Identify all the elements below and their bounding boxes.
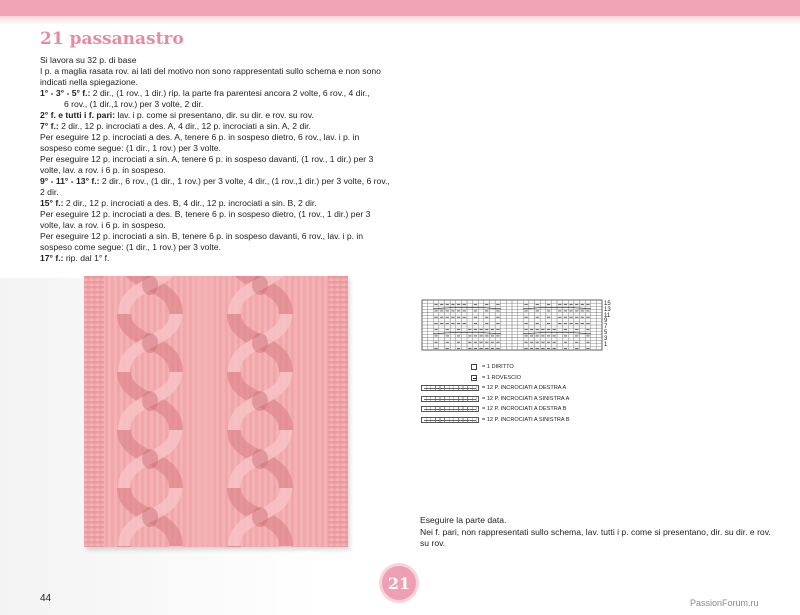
- instruction-row-label: 17° f.:: [40, 253, 64, 263]
- instruction-line: [40, 121, 392, 132]
- edge-ridge: [84, 376, 104, 379]
- cable-hole: [252, 391, 268, 411]
- edge-ridge: [84, 466, 104, 469]
- edge-ridge: [328, 521, 348, 524]
- edge-ridge: [84, 461, 104, 464]
- instruction-text: 2 dir., 6 rov., (1 dir., 1 rov.) per 3 volte, 4 dir., (1 rov.,1 dir.) per 3 volte, 6 rov., 2 dir.: [40, 176, 390, 197]
- edge-ridge: [328, 426, 348, 429]
- edge-ridge: [328, 506, 348, 509]
- legend-symbol-box: [421, 396, 479, 402]
- edge-ridge: [328, 416, 348, 419]
- instruction-line: [40, 209, 392, 231]
- instruction-text: 6 rov., (1 dir.,1 rov.) per 3 volte, 2 dir.: [64, 99, 204, 109]
- edge-ridge: [84, 336, 104, 339]
- rib-column: [306, 276, 309, 547]
- page-number: 44: [40, 593, 52, 604]
- edge-ridge: [328, 376, 348, 379]
- edge-ridge: [84, 306, 104, 309]
- legend-symbol-box: [471, 364, 477, 370]
- edge-ridge: [328, 546, 348, 547]
- edge-ridge: [84, 321, 104, 324]
- edge-ridge: [328, 331, 348, 334]
- edge-ridge: [328, 461, 348, 464]
- edge-ridge: [84, 501, 104, 504]
- instruction-row-label: 9° - 11° - 13° f.:: [40, 176, 100, 186]
- edge-ridge: [328, 346, 348, 349]
- edge-ridge: [84, 386, 104, 389]
- instructions-text: [40, 55, 392, 264]
- instruction-row-label: 1° - 3° - 5° f.:: [40, 88, 91, 98]
- legend-item: [420, 394, 660, 405]
- edge-ridge: [84, 541, 104, 544]
- edge-ridge: [84, 511, 104, 514]
- stitch-chart: [420, 299, 620, 355]
- cable-hole: [252, 507, 268, 527]
- note-line-1: Eseguire la parte data.: [420, 515, 507, 525]
- legend-item: [420, 383, 660, 394]
- edge-ridge: [328, 316, 348, 319]
- edge-ridge: [328, 531, 348, 534]
- edge-ridge: [84, 446, 104, 449]
- legend-label: = 12 P. INCROCIATI A DESTRA B: [482, 406, 567, 413]
- instruction-text: 2 dir., (1 rov., 1 dir.) rip. la parte fra parentesi ancora 2 volte, 6 rov., 4 dir.,: [90, 88, 370, 98]
- edge-ridge: [328, 286, 348, 289]
- edge-ridge: [328, 516, 348, 519]
- legend-label: = 12 P. INCROCIATI A SINISTRA B: [482, 416, 570, 423]
- edge-ridge: [328, 281, 348, 284]
- chart-row-number: 3: [604, 335, 608, 342]
- edge-ridge: [84, 546, 104, 547]
- knit-stitch-symbol: [420, 364, 482, 370]
- edge-ridge: [84, 296, 104, 299]
- edge-ridge: [328, 321, 348, 324]
- knit-swatch-image: [84, 276, 348, 547]
- edge-ridge: [84, 381, 104, 384]
- edge-ridge: [328, 371, 348, 374]
- edge-ridge: [328, 291, 348, 294]
- legend-symbol-box: [471, 375, 477, 381]
- pattern-number-badge: 21: [382, 566, 416, 600]
- edge-ridge: [84, 506, 104, 509]
- chart-note: [420, 515, 780, 550]
- edge-ridge: [84, 291, 104, 294]
- instruction-text: rip. dal 1° f.: [63, 253, 110, 263]
- edge-ridge: [84, 486, 104, 489]
- edge-ridge: [84, 341, 104, 344]
- edge-ridge: [328, 301, 348, 304]
- top-band-fade: [0, 16, 800, 24]
- edge-ridge: [328, 451, 348, 454]
- edge-ridge: [84, 476, 104, 479]
- instruction-text: Per eseguire 12 p. incrociati a des. B, tenere 6 p. in sospeso dietro, (1 rov., 1 dir.) per 3 volte, lav. a rov. i 6 p. in sospeso.: [40, 209, 371, 230]
- instruction-line: [40, 231, 392, 253]
- cable-hole: [142, 333, 158, 353]
- chart-row-number: 7: [604, 324, 608, 331]
- rib-column: [222, 276, 225, 547]
- legend-label: = 1 DIRITTO: [482, 364, 514, 371]
- edge-ridge: [328, 471, 348, 474]
- edge-ridge: [84, 286, 104, 289]
- edge-ridge: [328, 366, 348, 369]
- edge-ridge: [328, 406, 348, 409]
- pattern-title: 21 passanastro: [40, 29, 184, 49]
- cable-symbol: [420, 406, 482, 412]
- legend-symbol-box: [421, 385, 479, 391]
- edge-ridge: [84, 436, 104, 439]
- legend-item: [420, 373, 660, 384]
- edge-ridge: [84, 366, 104, 369]
- rib-column: [318, 276, 321, 547]
- instruction-line: [40, 55, 392, 66]
- rib-column: [294, 276, 297, 547]
- knit-swatch-photo: [84, 276, 348, 547]
- chart-row-number: 1: [604, 341, 608, 348]
- instruction-line: [40, 154, 392, 176]
- edge-ridge: [84, 326, 104, 329]
- edge-ridge: [84, 346, 104, 349]
- edge-ridge: [328, 501, 348, 504]
- rib-column: [324, 276, 327, 547]
- cable-hole: [142, 391, 158, 411]
- edge-ridge: [328, 536, 348, 539]
- instruction-text: Per eseguire 12 p. incrociati a sin. B, tenere 6 p. in sospeso davanti, 6 rov., lav. i p. in sospeso come segue: (1 dir., 1 rov.) per 3 volte.: [40, 231, 364, 252]
- edge-ridge: [84, 316, 104, 319]
- stitch-chart-grid: [420, 299, 604, 351]
- center-rib: [196, 276, 214, 547]
- chart-row-number: 13: [604, 306, 611, 313]
- edge-ridge: [84, 481, 104, 484]
- edge-ridge: [328, 311, 348, 314]
- rib-column: [192, 276, 195, 547]
- edge-ridge: [84, 471, 104, 474]
- edge-ridge: [328, 511, 348, 514]
- edge-ridge: [328, 496, 348, 499]
- legend-label: = 12 P. INCROCIATI A SINISTRA A: [482, 395, 570, 402]
- instruction-text: Per eseguire 12 p. incrociati a des. A, tenere 6 p. in sospeso dietro, 6 rov., lav. i p. in sospeso come segue: (1 dir., 1 rov.) per 3 volte.: [40, 132, 360, 153]
- edge-ridge: [328, 391, 348, 394]
- edge-ridge: [84, 391, 104, 394]
- watermark-text: PassionForum.ru: [690, 598, 759, 608]
- rib-column: [114, 276, 117, 547]
- edge-ridge: [84, 536, 104, 539]
- edge-ridge: [328, 481, 348, 484]
- edge-ridge: [84, 496, 104, 499]
- instruction-text: lav. i p. come si presentano, dir. su dir. e rov. su rov.: [115, 110, 314, 120]
- purl-stitch-symbol: [420, 375, 482, 381]
- edge-ridge: [84, 456, 104, 459]
- chart-legend: [420, 362, 660, 425]
- edge-ridge: [328, 446, 348, 449]
- edge-ridge: [328, 396, 348, 399]
- rib-column: [300, 276, 303, 547]
- legend-item: [420, 415, 660, 426]
- cable-hole: [142, 449, 158, 469]
- note-line-2: Nei f. pari, non rappresentati sullo schema, lav. tutti i p. come si presentano, dir. su dir. e rov. su rov.: [420, 526, 771, 548]
- edge-ridge: [84, 396, 104, 399]
- edge-ridge: [84, 521, 104, 524]
- cable-hole: [142, 507, 158, 527]
- instruction-row-label: 15° f.:: [40, 198, 64, 208]
- edge-ridge: [84, 531, 104, 534]
- instruction-line: [40, 99, 392, 110]
- top-color-band: [0, 0, 800, 16]
- edge-ridge: [84, 491, 104, 494]
- edge-ridge: [328, 486, 348, 489]
- chart-row-number: 15: [604, 301, 611, 307]
- edge-ridge: [328, 411, 348, 414]
- instruction-line: [40, 198, 392, 209]
- instruction-text: Per eseguire 12 p. incrociati a sin. A, tenere 6 p. in sospeso davanti, (1 rov., 1 dir.) per 3 volte, lav. a rov. i 6 p. in sospeso.: [40, 154, 374, 175]
- instruction-line: [40, 66, 392, 88]
- edge-ridge: [84, 411, 104, 414]
- edge-ridge: [84, 431, 104, 434]
- edge-ridge: [328, 361, 348, 364]
- legend-label: = 1 ROVESCIO: [482, 374, 522, 381]
- instruction-line: [40, 132, 392, 154]
- cable-hole: [252, 449, 268, 469]
- rib-column: [216, 276, 219, 547]
- cable-symbol: [420, 396, 482, 402]
- edge-ridge: [328, 296, 348, 299]
- instruction-line: [40, 176, 392, 198]
- instruction-line: [40, 110, 392, 121]
- edge-ridge: [328, 421, 348, 424]
- edge-ridge: [84, 311, 104, 314]
- edge-ridge: [328, 476, 348, 479]
- rib-column: [258, 276, 261, 547]
- edge-ridge: [84, 351, 104, 354]
- edge-ridge: [328, 341, 348, 344]
- chart-row-numbers: [604, 302, 618, 348]
- edge-ridge: [84, 276, 104, 279]
- edge-ridge: [328, 381, 348, 384]
- edge-ridge: [328, 526, 348, 529]
- edge-ridge: [84, 516, 104, 519]
- edge-ridge: [328, 356, 348, 359]
- instruction-text: 2 dir., 12 p. incrociati a des. B, 4 dir., 12 p. incrociati a sin. B, 2 dir.: [63, 198, 317, 208]
- edge-ridge: [84, 426, 104, 429]
- chart-row-number: 11: [604, 312, 611, 319]
- edge-ridge: [84, 441, 104, 444]
- edge-ridge: [84, 406, 104, 409]
- rib-column: [186, 276, 189, 547]
- edge-ridge: [328, 276, 348, 279]
- edge-ridge: [328, 386, 348, 389]
- edge-ridge: [84, 451, 104, 454]
- instruction-line: [40, 253, 392, 264]
- edge-ridge: [328, 306, 348, 309]
- rib-column: [312, 276, 315, 547]
- legend-item: [420, 404, 660, 415]
- cable-hole: [252, 333, 268, 353]
- edge-ridge: [84, 371, 104, 374]
- edge-ridge: [84, 281, 104, 284]
- edge-ridge: [84, 301, 104, 304]
- edge-ridge: [328, 541, 348, 544]
- legend-item: [420, 362, 660, 373]
- cable-symbol: [420, 385, 482, 391]
- legend-symbol-box: [421, 417, 479, 423]
- edge-ridge: [328, 466, 348, 469]
- instruction-text: 2 dir., 12 p. incrociati a des. A, 4 dir., 12 p. incrociati a sin. A, 2 dir.: [58, 121, 311, 131]
- rib-column: [108, 276, 111, 547]
- rib-column: [150, 276, 153, 547]
- chart-row-number: 9: [604, 318, 608, 325]
- edge-ridge: [84, 416, 104, 419]
- edge-ridge: [84, 331, 104, 334]
- instruction-text: Si lavora su 32 p. di base: [40, 55, 137, 65]
- edge-ridge: [328, 441, 348, 444]
- edge-ridge: [328, 351, 348, 354]
- edge-ridge: [328, 491, 348, 494]
- edge-ridge: [328, 401, 348, 404]
- edge-ridge: [328, 456, 348, 459]
- instruction-row-label: 2° f. e tutti i f. pari:: [40, 110, 116, 120]
- legend-symbol-box: [421, 406, 479, 412]
- edge-ridge: [84, 421, 104, 424]
- edge-ridge: [328, 326, 348, 329]
- chart-row-number: 5: [604, 329, 608, 336]
- instruction-line: [40, 88, 392, 99]
- edge-ridge: [84, 526, 104, 529]
- edge-ridge: [328, 436, 348, 439]
- instruction-text: I p. a maglia rasata rov. ai lati del motivo non sono rappresentati sullo schema e non sono indicati nella spiegazione.: [40, 66, 381, 87]
- instruction-row-label: 7° f.:: [40, 121, 59, 131]
- edge-ridge: [84, 356, 104, 359]
- legend-label: = 12 P. INCROCIATI A DESTRA A: [482, 385, 567, 392]
- edge-ridge: [84, 361, 104, 364]
- cable-symbol: [420, 417, 482, 423]
- edge-ridge: [84, 401, 104, 404]
- edge-ridge: [328, 431, 348, 434]
- edge-ridge: [328, 336, 348, 339]
